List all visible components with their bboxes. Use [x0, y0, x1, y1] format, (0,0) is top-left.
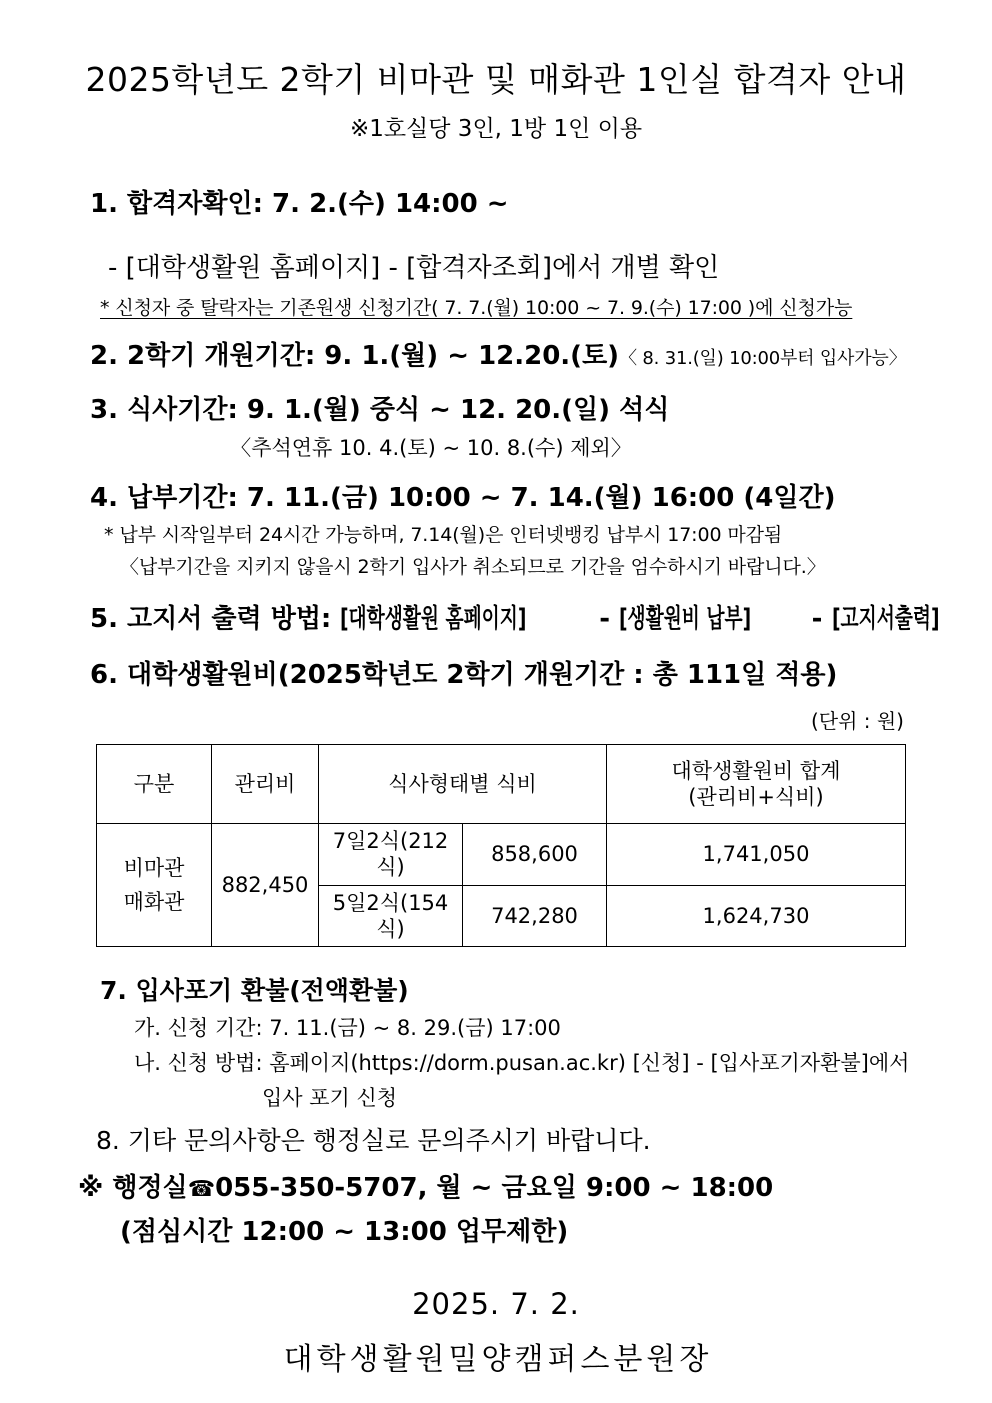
item-5-sep-1: -: [599, 604, 620, 635]
item-8-heading: 8. 기타 문의사항은 행정실로 문의주시기 바랍니다.: [96, 1126, 651, 1156]
item-7-sub-b-continued: 입사 포기 신청: [262, 1086, 398, 1111]
contact-line: [0, 1174, 992, 1204]
dorm-name-maehwa: 매화관: [123, 890, 185, 915]
header-gubun: 구분: [97, 745, 212, 824]
page-title: 2025학년도 2학기 비마관 및 매화관 1인실 합격자 안내: [85, 60, 907, 99]
contact-phone: 055-350-5707, 월 ~ 금요일 9:00 ~ 18:00: [215, 1173, 774, 1204]
cell-meal-type-1: 7일2식(212식): [319, 824, 463, 886]
cell-total-1: 1,741,050: [607, 824, 906, 886]
item-5-heading: [0, 605, 992, 635]
contact-lunch-note: (점심시간 12:00 ~ 13:00 업무제한): [120, 1217, 569, 1248]
header-total-line-2: (관리비+식비): [688, 785, 824, 810]
cell-meal-type-2: 5일2식(154식): [319, 885, 463, 947]
signature-organization: 대학생활원밀양캠퍼스분원장: [283, 1342, 713, 1378]
item-1-heading: 1. 합격자확인: 7. 2.(수) 14:00 ~: [90, 189, 509, 220]
item-5-part-homepage: [대학생활원 홈페이지]: [340, 604, 527, 635]
item-1-note: * 신청자 중 탈락자는 기존원생 신청기간( 7. 7.(월) 10:00 ~ 7. 9.(수) 17:00 )에 신청가능: [100, 297, 853, 320]
item-4-note-2: 〈납부기간을 지키지 않을시 2학기 입사가 취소되므로 기간을 엄수하시기 바랍니다.〉: [120, 556, 826, 579]
item-7-sub-a: 가. 신청 기간: 7. 11.(금) ~ 8. 29.(금) 17:00: [134, 1015, 561, 1040]
item-2-heading: [0, 342, 992, 372]
item-2-heading-text: 2. 2학기 개원기간: 9. 1.(월) ~ 12.20.(토): [90, 340, 620, 371]
header-total: [607, 745, 906, 824]
header-management-fee: 관리비: [212, 745, 319, 824]
item-5-part-print: [고지서출력]: [831, 604, 940, 635]
fee-table: [96, 744, 906, 947]
header-meal-fee-by-type: 식사형태별 식비: [319, 745, 607, 824]
table-unit-label: (단위 : 원): [810, 709, 904, 734]
header-total-line-1: 대학생활원비 합계: [671, 758, 841, 783]
fee-table-container: [0, 734, 992, 947]
item-2-tail: 〈 8. 31.(일) 10:00부터 입사가능〉: [619, 347, 907, 369]
table-row: [97, 824, 906, 886]
cell-total-2: 1,624,730: [607, 885, 906, 947]
item-7-heading: 7. 입사포기 환불(전액환불): [100, 976, 409, 1006]
telephone-icon: ☎: [187, 1177, 216, 1203]
page-subtitle: ※1호실당 3인, 1방 1인 이용: [349, 115, 643, 142]
contact-prefix: ※ 행정실: [78, 1173, 188, 1204]
item-7-sub-b: 나. 신청 방법: 홈페이지(https://dorm.pusan.ac.kr) [신청] - [입사포기자환불]에서: [134, 1051, 910, 1075]
item-5-sep-2: -: [802, 604, 832, 635]
document-body: [0, 142, 992, 1378]
item-4-heading: 4. 납부기간: 7. 11.(금) 10:00 ~ 7. 14.(월) 16:00 (4일간): [90, 482, 836, 513]
table-header-row: [97, 745, 906, 824]
item-6-heading: 6. 대학생활원비(2025학년도 2학기 개원기간 : 총 111일 적용): [90, 660, 838, 691]
cell-meal-fee-1: 858,600: [463, 824, 607, 886]
item-5-label: 5. 고지서 출력 방법:: [90, 604, 341, 635]
item-5-part-payment: [생활원비 납부]: [619, 604, 752, 635]
cell-meal-fee-2: 742,280: [463, 885, 607, 947]
item-3-note: 〈추석연휴 10. 4.(토) ~ 10. 8.(수) 제외〉: [230, 435, 632, 460]
item-1-sub: - [대학생활원 홈페이지] - [합격자조회]에서 개별 확인: [108, 253, 720, 284]
cell-management-fee: 882,450: [212, 824, 319, 947]
dorm-name-bima: 비마관: [123, 855, 185, 880]
item-4-note-1: * 납부 시작일부터 24시간 가능하며, 7.14(월)은 인터넷뱅킹 납부시 17:00 마감됨: [104, 523, 783, 546]
cell-dorm-names: [97, 824, 212, 947]
signature-date: 2025. 7. 2.: [412, 1286, 580, 1321]
item-3-heading: 3. 식사기간: 9. 1.(월) 중식 ~ 12. 20.(일) 석식: [90, 394, 670, 425]
